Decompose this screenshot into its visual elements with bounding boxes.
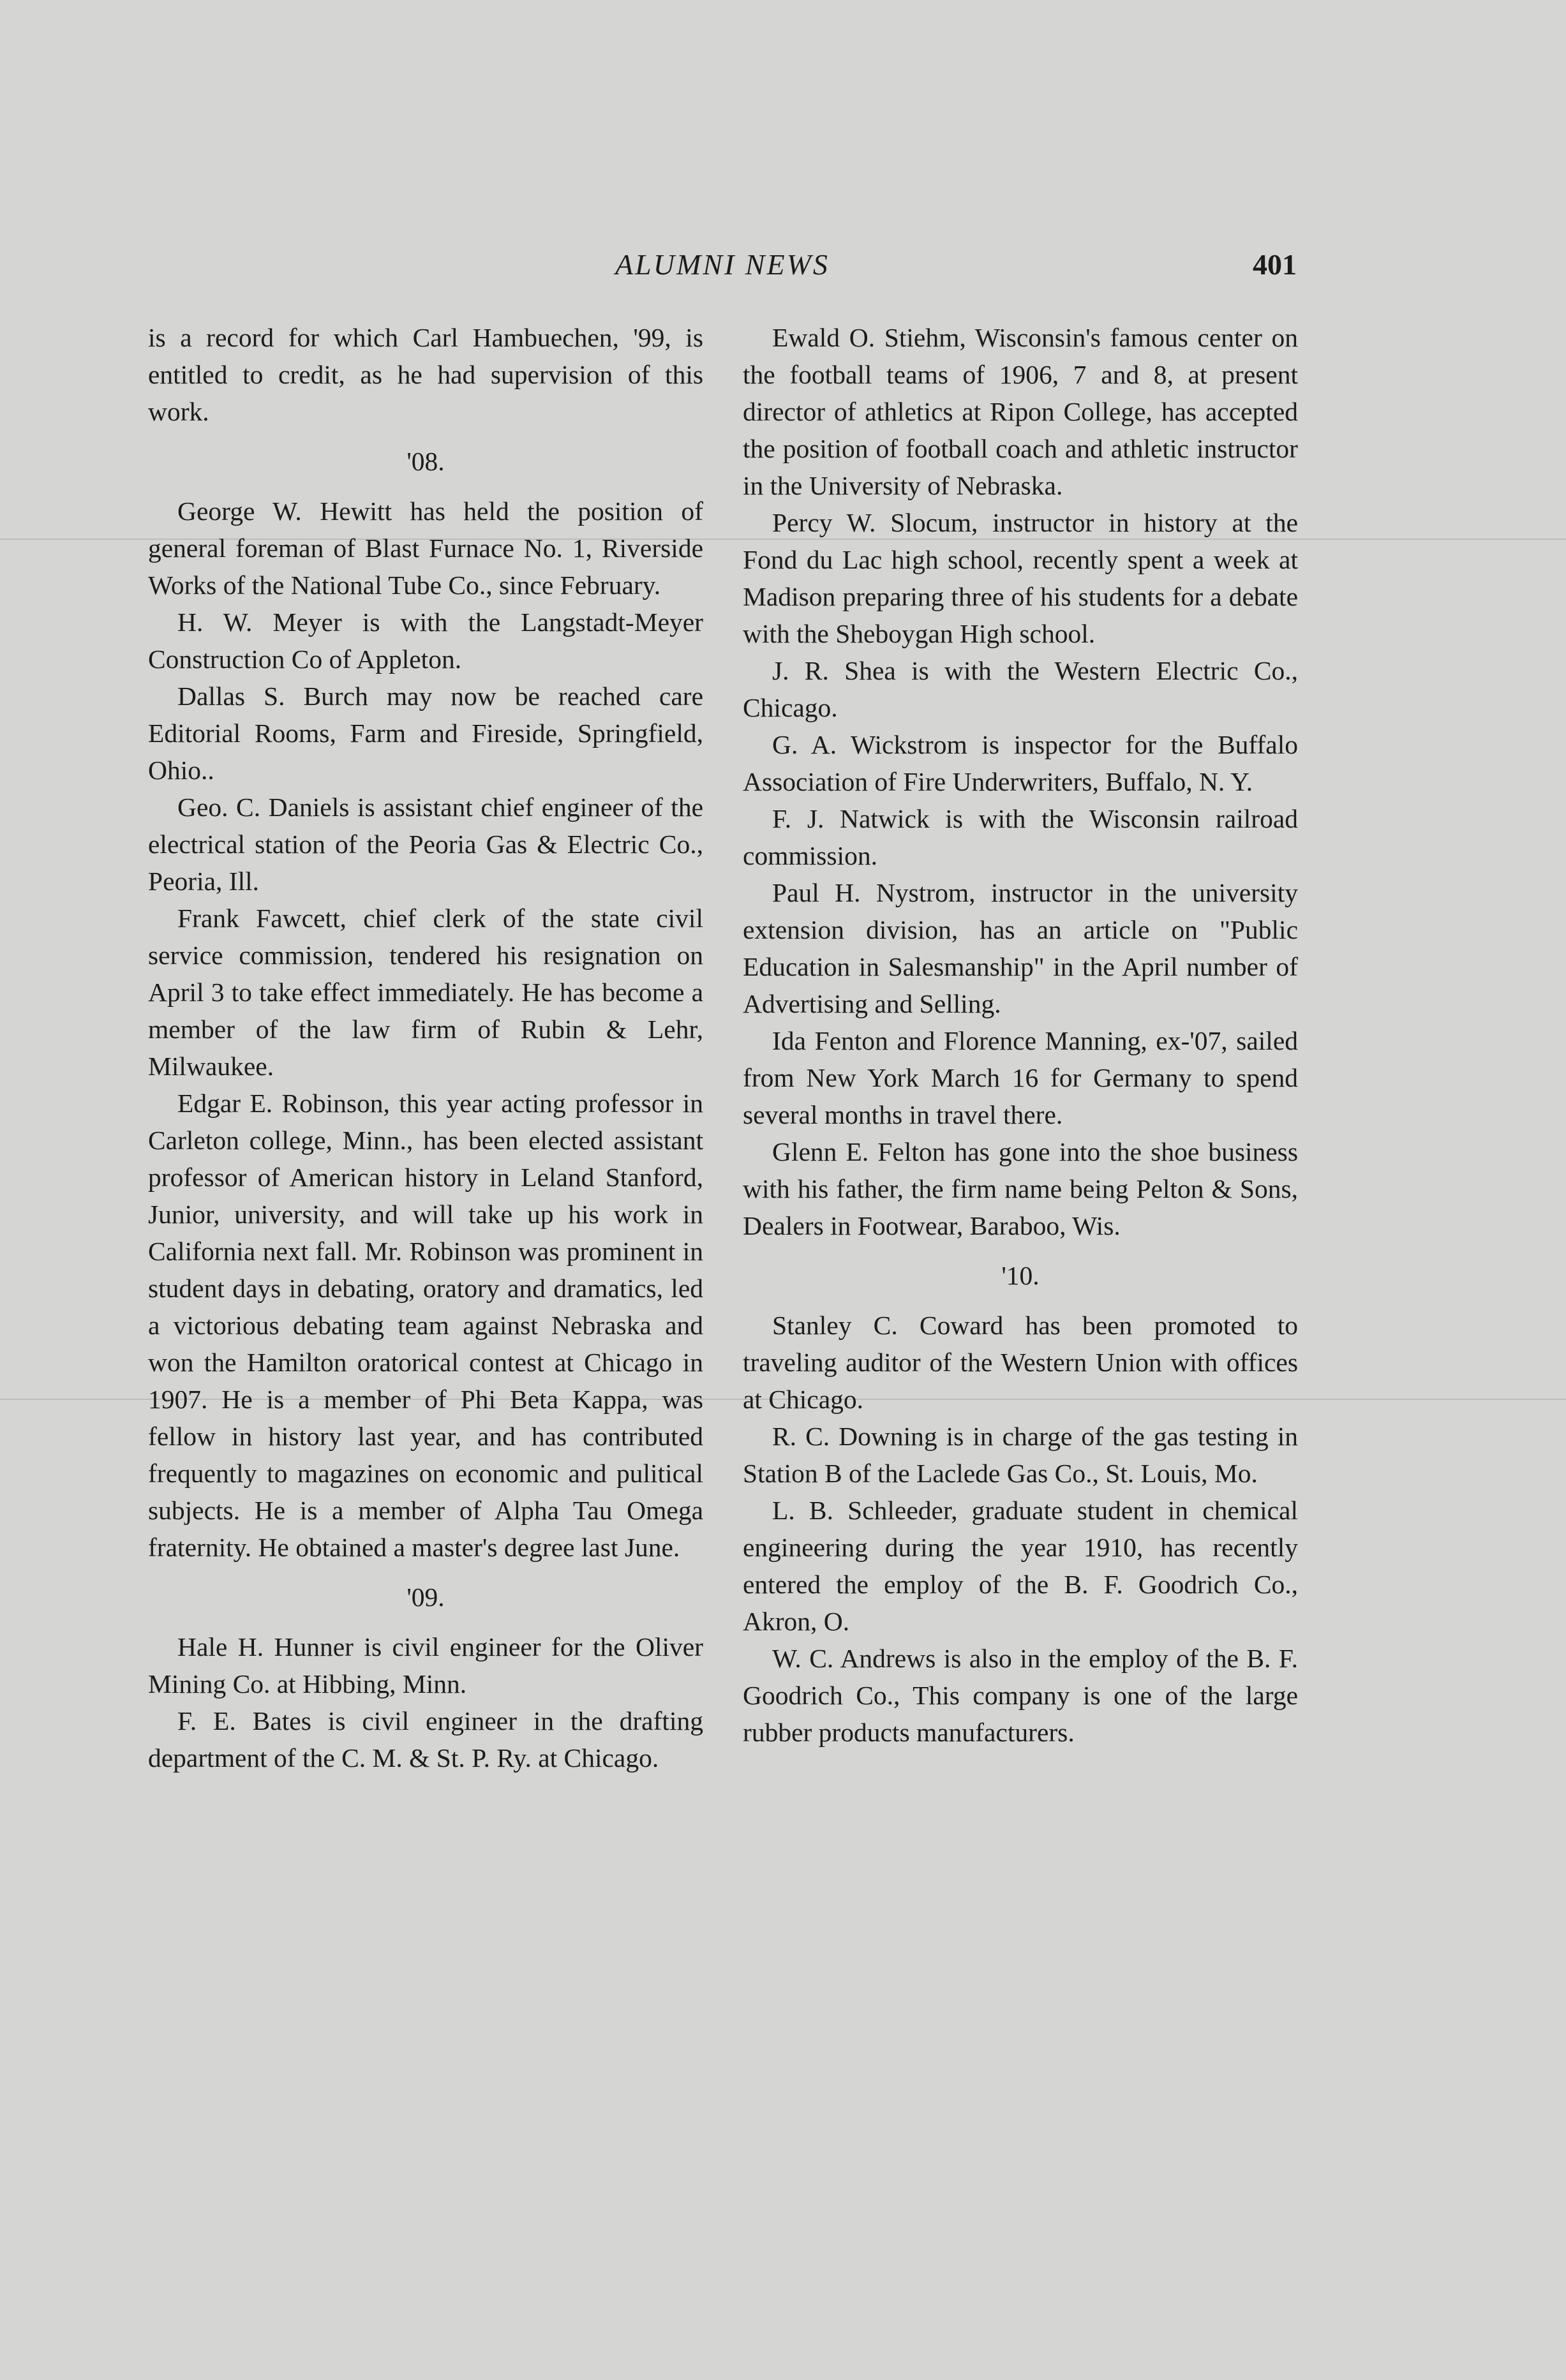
- news-item: Hale H. Hunner is civil engineer for the Oliver Mining Co. at Hibbing, Minn.: [148, 1632, 703, 1699]
- news-item: Ida Fenton and Florence Manning, ex-'07, sailed from New York March 16 for Germany to spend several months in travel there.: [743, 1026, 1298, 1129]
- running-title: ALUMNI NEWS: [615, 248, 830, 281]
- news-item: Paul H. Nystrom, instructor in the university extension division, has an article on "Public Education in Salesmanship" in the April number of Advertising and Selling.: [743, 878, 1298, 1018]
- news-item: Geo. C. Daniels is assistant chief engineer of the electrical station of the Peoria Gas & Electric Co., Peoria, Ill.: [148, 792, 703, 896]
- right-column: [743, 319, 1298, 1751]
- news-item: George W. Hewitt has held the position of general foreman of Blast Furnace No. 1, Riverside Works of the National Tube Co., since February.: [148, 496, 703, 600]
- class-year-heading: '10.: [1001, 1261, 1040, 1290]
- news-item: Frank Fawcett, chief clerk of the state civil service commission, tendered his resignation on April 3 to take effect immediately. He has become a member of the law firm of Rubin & Lehr, Milwaukee.: [148, 904, 703, 1081]
- page-header: [148, 248, 1297, 292]
- news-item: F. E. Bates is civil engineer in the drafting department of the C. M. & St. P. Ry. at Chicago.: [148, 1706, 703, 1773]
- news-item: W. C. Andrews is also in the employ of the B. F. Goodrich Co., This company is one of the large rubber products manufacturers.: [743, 1644, 1298, 1747]
- news-item: H. W. Meyer is with the Langstadt-Meyer Construction Co of Appleton.: [148, 607, 703, 674]
- news-item: Ewald O. Stiehm, Wisconsin's famous center on the football teams of 1906, 7 and 8, at present director of athletics at Ripon College, has accepted the position of football coach and athletic instructor in the University of Nebraska.: [743, 323, 1298, 500]
- page-number: 401: [1253, 248, 1297, 281]
- class-year-heading: '09.: [406, 1582, 445, 1612]
- news-item: G. A. Wickstrom is inspector for the Buffalo Association of Fire Underwriters, Buffalo, N. Y.: [743, 730, 1298, 796]
- news-item: R. C. Downing is in charge of the gas testing in Station B of the Laclede Gas Co., St. Louis, Mo.: [743, 1422, 1298, 1488]
- left-column: [148, 319, 703, 1776]
- news-item: Percy W. Slocum, instructor in history at the Fond du Lac high school, recently spent a week at Madison preparing three of his students for a debate with the Sheboygan High school.: [743, 508, 1298, 648]
- class-year-heading: '08.: [406, 447, 445, 476]
- news-item: Edgar E. Robinson, this year acting professor in Carleton college, Minn., has been elected assistant professor of American history in Leland Stanford, Junior, university, and will take up his work in California next fall. Mr. Robinson was prominent in student days in debating, oratory and dramatics, led a victorious debating team against Nebraska and won the Hamilton oratorical contest at Chicago in 1907. He is a member of Phi Beta Kappa, was fellow in history last year, and has contributed frequently to magazines on economic and pulitical subjects. He is a member of Alpha Tau Omega fraternity. He obtained a master's degree last June.: [148, 1089, 703, 1562]
- news-item: J. R. Shea is with the Western Electric Co., Chicago.: [743, 656, 1298, 722]
- news-item: F. J. Natwick is with the Wisconsin railroad commission.: [743, 804, 1298, 870]
- continued-paragraph: is a record for which Carl Hambuechen, '99, is entitled to credit, as he had supervision of this work.: [148, 323, 703, 426]
- news-item: Glenn E. Felton has gone into the shoe business with his father, the firm name being Pelton & Sons, Dealers in Footwear, Baraboo, Wis.: [743, 1137, 1298, 1240]
- news-item: Stanley C. Coward has been promoted to traveling auditor of the Western Union with offices at Chicago.: [743, 1311, 1298, 1414]
- news-item: L. B. Schleeder, graduate student in chemical engineering during the year 1910, has recently entered the employ of the B. F. Goodrich Co., Akron, O.: [743, 1496, 1298, 1636]
- news-item: Dallas S. Burch may now be reached care Editorial Rooms, Farm and Fireside, Springfield, Ohio..: [148, 681, 703, 785]
